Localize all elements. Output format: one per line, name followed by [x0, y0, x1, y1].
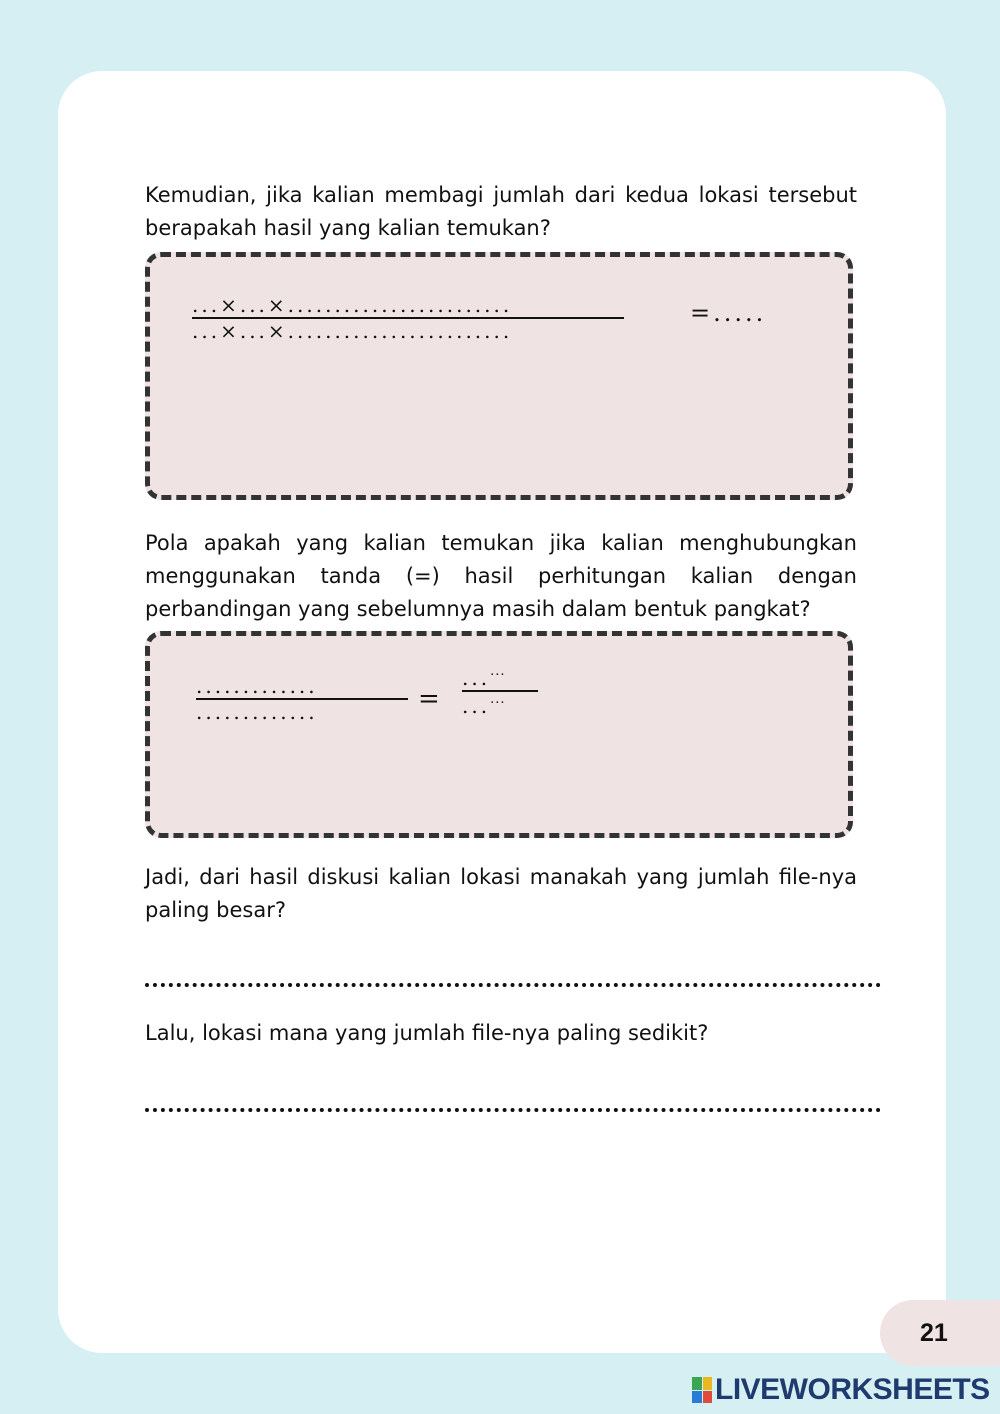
answer-box-1 — [145, 252, 853, 500]
fraction-1 — [192, 293, 624, 343]
denominator-base: ... — [462, 694, 491, 718]
fraction-1-numerator[interactable]: ...×...×........................ — [192, 293, 513, 317]
equals-sign: = — [418, 684, 440, 714]
fraction-1-denominator[interactable]: ...×...×........................ — [192, 319, 513, 343]
fraction-2-left-denominator[interactable]: ............. — [196, 700, 318, 724]
denominator-exponent: ... — [490, 692, 506, 707]
liveworksheets-brand — [692, 1372, 990, 1408]
fraction-2-left-numerator[interactable]: ............. — [196, 674, 318, 698]
brand-name: LIVEWORKSHEETS — [715, 1373, 990, 1406]
fraction-2-right — [462, 664, 538, 718]
question-2: Pola apakah yang kalian temukan jika kalian menghubungkan menggunakan tanda (=) hasil perhitungan kalian dengan perbandingan yang sebelumnya masih dalam bentuk pangkat? — [145, 531, 857, 621]
logo-tile-1 — [692, 1377, 702, 1390]
numerator-exponent: ... — [490, 664, 506, 679]
question-4: Lalu, lokasi mana yang jumlah file-nya paling sedikit? — [145, 1021, 709, 1045]
page-number: 21 — [880, 1300, 1000, 1366]
question-3: Jadi, dari hasil diskusi kalian lokasi manakah yang jumlah file-nya paling besar? — [145, 865, 857, 922]
fraction-2-right-numerator[interactable] — [462, 664, 538, 690]
liveworksheets-logo-icon — [692, 1377, 712, 1403]
fraction-2-right-denominator[interactable] — [462, 692, 538, 718]
logo-tile-2 — [703, 1377, 713, 1390]
fraction-1-result[interactable]: =..... — [690, 299, 767, 327]
logo-tile-4 — [703, 1391, 713, 1404]
answer-line-1[interactable] — [145, 983, 881, 987]
question-1: Kemudian, jika kalian membagi jumlah dari kedua lokasi tersebut berapakah hasil yang kalian temukan? — [145, 183, 857, 240]
logo-tile-3 — [692, 1391, 702, 1404]
answer-box-2 — [145, 631, 853, 838]
numerator-base: ... — [462, 666, 491, 690]
answer-line-2[interactable] — [145, 1108, 881, 1112]
fraction-2-left — [196, 674, 408, 724]
